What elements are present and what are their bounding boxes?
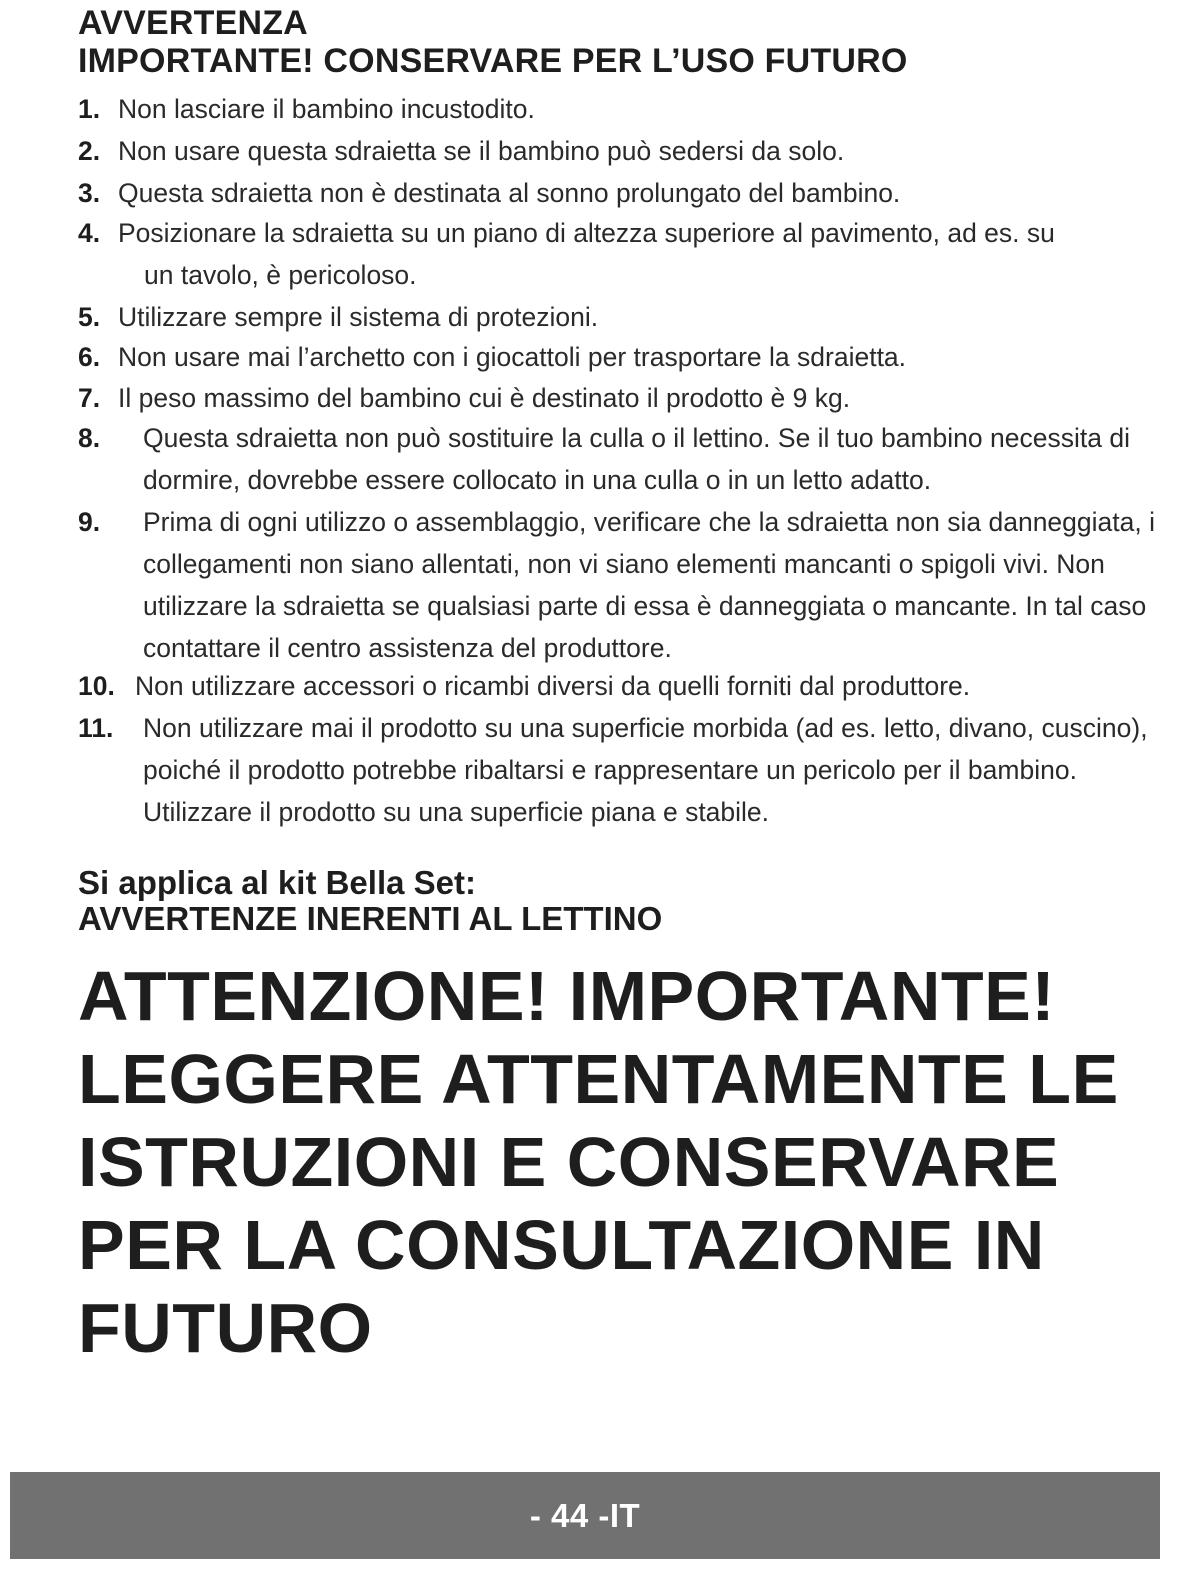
item-text: Utilizzare sempre il sistema di protezioni. xyxy=(118,302,599,332)
item-number: 4. xyxy=(78,218,101,248)
item-number: 8. xyxy=(78,423,101,453)
item-number: 3. xyxy=(78,178,101,208)
warnings-list xyxy=(78,88,1158,833)
list-item xyxy=(78,665,1158,707)
item-text: Posizionare la sdraietta su un piano di altezza superiore al pavimento, ad es. su un tavolo, è pericoloso. xyxy=(118,218,1055,290)
list-item xyxy=(78,88,1158,130)
item-text: Non lasciare il bambino incustodito. xyxy=(118,94,535,124)
list-item xyxy=(78,172,1158,212)
item-text: Non usare mai l’archetto con i giocattoli per trasportare la sdraietta. xyxy=(118,342,907,372)
warning-heading xyxy=(78,4,1138,80)
item-number: 1. xyxy=(78,94,101,124)
item-text: Il peso massimo del bambino cui è destinato il prodotto è 9 kg. xyxy=(118,383,851,413)
list-item xyxy=(78,212,1088,296)
item-text: Questa sdraietta non è destinata al sonno prolungato del bambino. xyxy=(118,178,901,208)
page-number: - 44 -IT xyxy=(529,1496,641,1534)
list-item xyxy=(78,336,1158,377)
section-subtitle: AVVERTENZE INERENTI AL LETTINO xyxy=(78,900,663,937)
item-number: 7. xyxy=(78,383,101,413)
item-number: 11. xyxy=(78,713,114,743)
list-item xyxy=(78,296,1158,336)
warning-heading-line2: IMPORTANTE! CONSERVARE PER L’USO FUTURO xyxy=(78,42,908,80)
list-item xyxy=(78,417,1158,501)
list-item xyxy=(78,707,1158,833)
item-number: 10. xyxy=(78,671,115,701)
warning-heading-line1: AVVERTENZA xyxy=(78,4,308,42)
bella-set-section xyxy=(78,865,1138,937)
item-number: 2. xyxy=(78,136,101,166)
list-item xyxy=(78,501,1158,665)
item-text: Non usare questa sdraietta se il bambino può sedersi da solo. xyxy=(118,136,845,166)
item-number: 5. xyxy=(78,302,101,332)
section-title: Si applica al kit Bella Set: xyxy=(78,864,476,901)
item-text: Non utilizzare accessori o ricambi diversi da quelli forniti dal produttore. xyxy=(135,671,971,701)
item-text: Prima di ogni utilizzo o assemblaggio, verificare che la sdraietta non sia danneggiata, i collegamenti non siano allentati, non vi siano elementi mancanti o spigoli vivi. Non utilizzare la sdraietta se qualsiasi parte di essa è danneggiata o mancante. In tal caso contattare il centro assistenza del produttore. xyxy=(143,507,1155,663)
list-item xyxy=(78,377,1158,417)
item-number: 9. xyxy=(78,507,101,537)
item-text: Questa sdraietta non può sostituire la culla o il lettino. Se il tuo bambino necessita di dormire, dovrebbe essere collocato in una culla o in un letto adatto. xyxy=(143,423,1130,495)
attention-heading: ATTENZIONE! IMPORTANTE! LEGGERE ATTENTAMENTE LE ISTRUZIONI E CONSERVARE PER LA CONSULTAZIONE IN FUTURO xyxy=(78,957,1119,1367)
item-text: Non utilizzare mai il prodotto su una superficie morbida (ad es. letto, divano, cuscino), poiché il prodotto potrebbe ribaltarsi e rappresentare un pericolo per il bambino. Utilizzare il prodotto su una superficie piana e stabile. xyxy=(143,713,1148,827)
list-item xyxy=(78,130,1158,172)
page-footer xyxy=(10,1472,1160,1559)
item-number: 6. xyxy=(78,342,101,372)
